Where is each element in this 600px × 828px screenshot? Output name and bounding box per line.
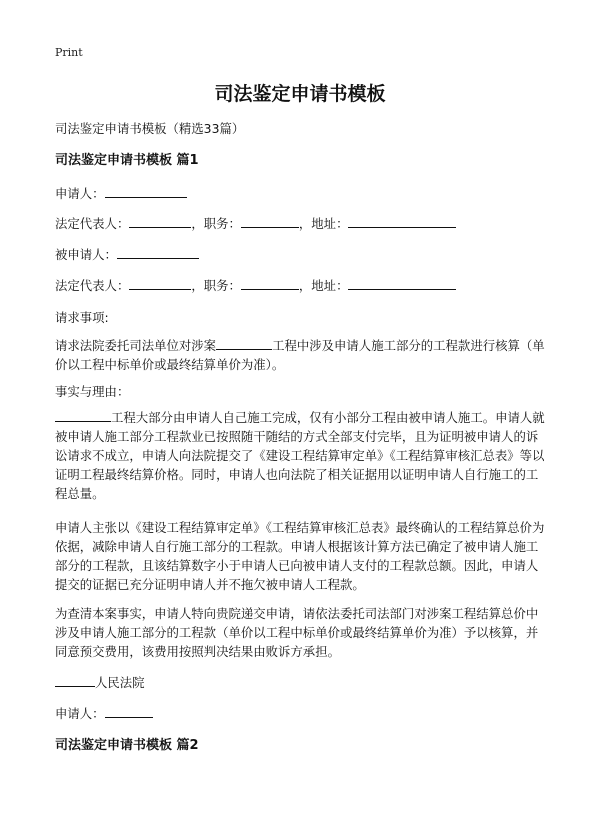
request-text-a: 请求法院委托司法单位对涉案: [55, 338, 217, 353]
applicant-label: 申请人：: [55, 186, 105, 201]
facts-paragraph-2: 申请人主张以《建设工程结算审定单》《工程结算审核汇总表》最终确认的工程结算总价为依据，减除申请人自行施工部分的工程款。申请人根据该计算方法已确定了被申请人施工部分的工程款，且该结算数字小于申请人已向被申请人支付的工程款总额。因此，申请人提交的证据已充分证明申请人并不拖欠被申请人工程款。: [55, 520, 545, 592]
case-name-blank: [216, 337, 272, 350]
request-text-b: 工程中涉及申请人施工部分的工程款进行核算（单价以工程中标单价或最终结算单价为准）。: [55, 338, 545, 372]
section-heading-1: 司法鉴定申请书模板 篇1: [55, 153, 199, 168]
print-link[interactable]: Print: [55, 46, 83, 59]
position-label: ，职务：: [191, 278, 241, 293]
section-heading-2: 司法鉴定申请书模板 篇2: [55, 738, 199, 753]
facts-heading: 事实与理由：: [55, 384, 130, 399]
court-name-blank: [55, 674, 95, 687]
legal-rep-label: 法定代表人：: [55, 278, 130, 293]
address-label: ，地址：: [298, 216, 349, 231]
facts-p1-text: 工程大部分由申请人自己施工完成，仅有小部分工程由被申请人施工。申请人就被申请人施工部分工程款业已按照随干随结的方式全部支付完毕，且为证明被申请人的诉讼请求不成立，申请人向法院提交了《建设工程结算审定单》《工程结算审核汇总表》等以证明工程最终结算价格。同时，申请人也向法院了相关证据用以证明申请人自行施工的工程总量。: [55, 410, 545, 501]
address-blank: [348, 277, 456, 290]
applicant-sign-blank: [105, 705, 153, 718]
legal-rep-row-2: [55, 277, 456, 294]
document-title: 司法鉴定申请书模板: [214, 83, 386, 105]
facts-paragraph-3: 为查清本案事实，申请人特向贵院递交申请，请依法委托司法部门对涉案工程结算总价中涉及申请人施工部分的工程款（单价以工程中标单价或最终结算单价为准）予以核算，并同意预交费用，该费用按照判决结果由败诉方承担。: [55, 606, 539, 659]
legal-rep-blank: [129, 215, 191, 228]
applicant-sign-row: [55, 705, 153, 722]
legal-rep-label: 法定代表人：: [55, 216, 130, 231]
applicant-row: [55, 185, 187, 202]
request-heading: 请求事项:: [55, 310, 109, 325]
respondent-blank: [117, 246, 199, 259]
court-label: 人民法院: [95, 675, 145, 690]
applicant-sign-label: 申请人：: [55, 706, 105, 721]
facts-paragraph-1: [55, 408, 550, 503]
address-blank: [348, 215, 456, 228]
legal-rep-blank: [129, 277, 191, 290]
document-subtitle: 司法鉴定申请书模板（精选33篇）: [55, 121, 245, 136]
request-paragraph: [55, 336, 550, 374]
position-blank: [241, 215, 299, 228]
position-label: ，职务：: [191, 216, 241, 231]
project-name-blank: [55, 409, 111, 422]
position-blank: [241, 277, 299, 290]
address-label: ，地址：: [298, 278, 349, 293]
applicant-blank: [105, 185, 187, 198]
respondent-label: 被申请人：: [55, 247, 117, 262]
respondent-row: [55, 246, 199, 263]
legal-rep-row-1: [55, 215, 456, 232]
court-row: [55, 674, 145, 691]
